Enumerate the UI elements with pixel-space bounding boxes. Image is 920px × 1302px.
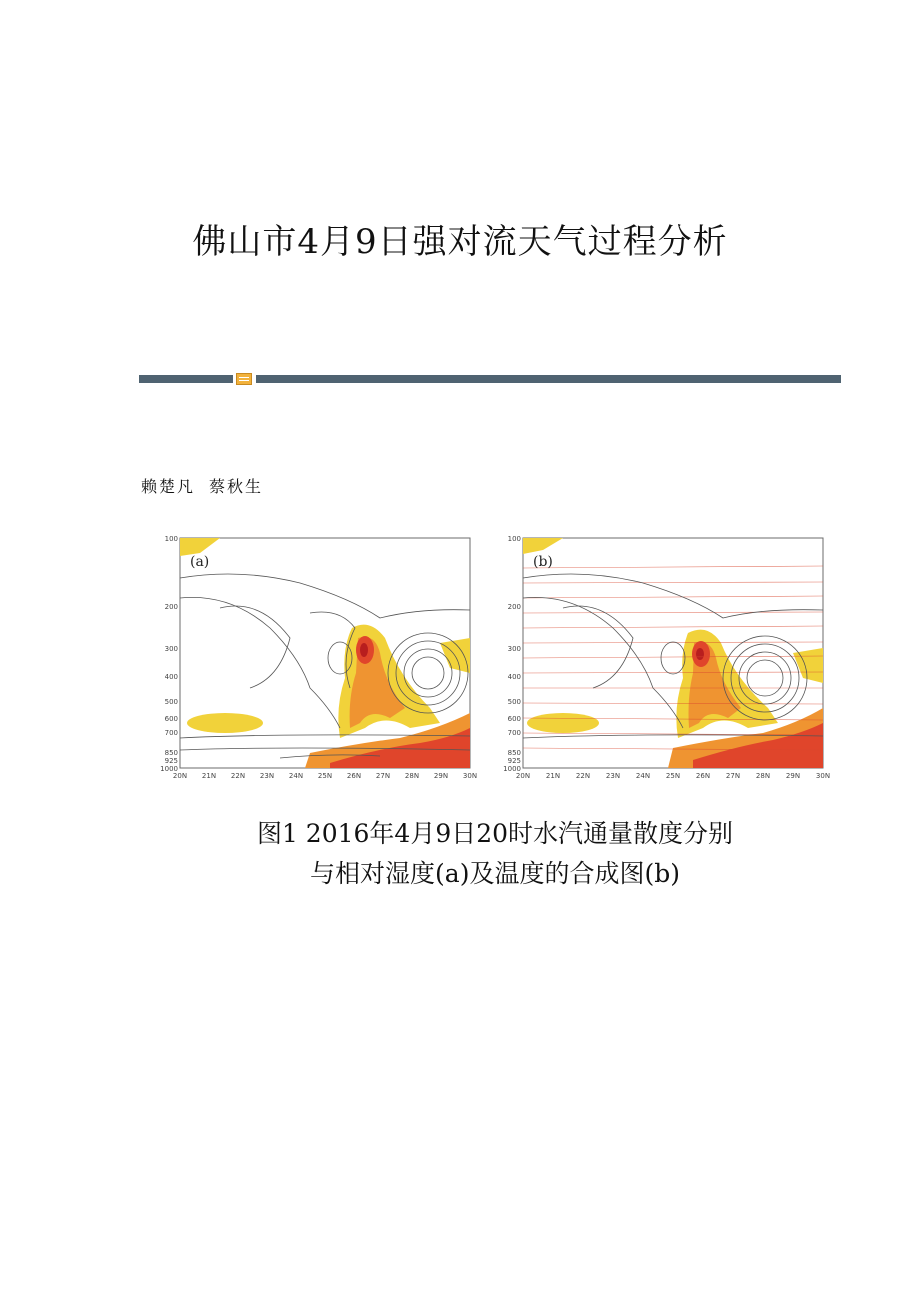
y-tick-label: 300	[507, 645, 521, 653]
y-tick-label: 925	[164, 757, 178, 765]
title-divider-left	[139, 375, 233, 383]
y-tick-label: 700	[507, 729, 521, 737]
x-tick-label: 28N	[404, 772, 420, 780]
x-tick-label: 21N	[545, 772, 561, 780]
x-tick-label: 29N	[785, 772, 801, 780]
x-tick-label: 26N	[346, 772, 362, 780]
panel-a	[180, 538, 470, 768]
y-tick-label: 700	[164, 729, 178, 737]
x-tick-label: 24N	[635, 772, 651, 780]
panel-a-label: (a)	[190, 554, 210, 570]
author-2: 蔡秋生	[209, 477, 264, 496]
y-tick-label: 100	[164, 535, 178, 543]
author-1: 赖楚凡	[141, 477, 196, 496]
panel-b-darkred-core	[696, 648, 704, 660]
x-tick-label: 30N	[815, 772, 830, 780]
x-tick-label: 22N	[575, 772, 591, 780]
x-tick-label: 20N	[515, 772, 531, 780]
x-tick-label: 27N	[375, 772, 391, 780]
panel-b-yellow-left	[527, 713, 599, 733]
x-tick-label: 26N	[695, 772, 711, 780]
paper-title: 佛山市4月9日强对流天气过程分析	[192, 222, 728, 262]
y-tick-label: 200	[507, 603, 521, 611]
figure-1	[150, 528, 830, 790]
y-tick-label: 500	[164, 698, 178, 706]
y-tick-label: 200	[164, 603, 178, 611]
x-tick-label: 24N	[288, 772, 304, 780]
panel-a-darkred-core	[360, 643, 368, 657]
x-tick-label: 21N	[201, 772, 217, 780]
authors	[141, 474, 263, 497]
y-tick-label: 600	[507, 715, 521, 723]
y-tick-label: 100	[507, 535, 521, 543]
x-tick-label: 30N	[462, 772, 478, 780]
y-tick-label: 850	[507, 749, 521, 757]
y-tick-label: 400	[164, 673, 178, 681]
y-tick-label: 1000	[160, 765, 178, 773]
y-tick-label: 600	[164, 715, 178, 723]
x-tick-label: 23N	[259, 772, 275, 780]
figure-caption	[0, 814, 920, 894]
panel-a-yellow-left	[187, 713, 263, 733]
x-tick-label: 22N	[230, 772, 246, 780]
y-tick-label: 300	[164, 645, 178, 653]
panel-b	[523, 538, 823, 768]
x-tick-label: 20N	[172, 772, 188, 780]
y-tick-label: 925	[507, 757, 521, 765]
title-divider-right	[256, 375, 841, 383]
figure-svg	[150, 528, 830, 790]
x-tick-label: 25N	[317, 772, 333, 780]
x-tick-label: 25N	[665, 772, 681, 780]
x-tick-label: 28N	[755, 772, 771, 780]
caption-line-2: 与相对湿度(a)及温度的合成图(b)	[310, 859, 680, 888]
y-tick-label: 1000	[503, 765, 521, 773]
divider-badge-icon	[236, 373, 252, 385]
x-tick-label: 29N	[433, 772, 449, 780]
panel-b-label: (b)	[533, 554, 553, 570]
y-tick-label: 850	[164, 749, 178, 757]
x-tick-label: 27N	[725, 772, 741, 780]
y-tick-label: 500	[507, 698, 521, 706]
y-tick-label: 400	[507, 673, 521, 681]
x-tick-label: 23N	[605, 772, 621, 780]
caption-line-1: 图1 2016年4月9日20时水汽通量散度分别	[256, 819, 734, 848]
